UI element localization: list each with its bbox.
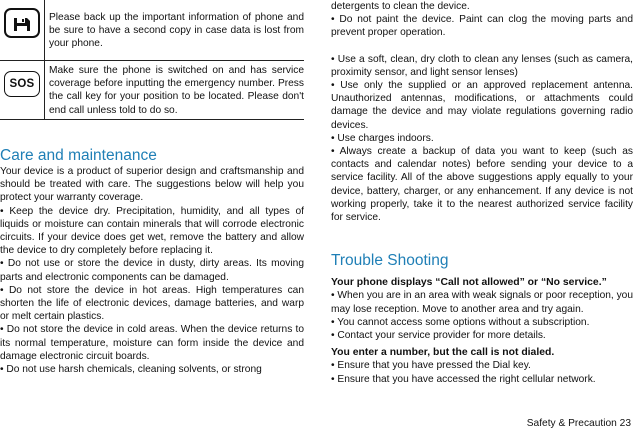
tip-backup (0, 0, 304, 61)
trouble-item: • Ensure that you have accessed the right cellular network. (331, 373, 596, 385)
care-paragraph: • Always create a backup of data you want to keep (such as contacts and calendar notes) before sending your device to a service facility. All of the above suggestions apply equally to your device, battery, charger, or any enhancement. If any device is not working properly, take it to the nearest authorized service facility for service. (331, 146, 633, 224)
care-paragraph: • Do not paint the device. Paint can clog the moving parts and prevent proper operation. (331, 14, 633, 39)
care-paragraph: • Use a soft, clean, dry cloth to clean any lenses (such as camera, proximity sensor, and light sensor lenses) (331, 53, 633, 78)
trouble-item: • Ensure that you have pressed the Dial key. (331, 360, 531, 372)
care-paragraph: • Do not store the device in hot areas. High temperatures can shorten the life of electronic devices, damage batteries, and warp or melt certain plastics. (0, 284, 304, 323)
footer-label: Safety & Precaution (526, 418, 617, 429)
memo-icon (4, 7, 40, 39)
tip-emergency-text: Make sure the phone is switched on and has service coverage before inputting the emergency number. Press the call key for your position to be located. Please don't end call unless told to do so. (49, 65, 304, 116)
page-footer (527, 418, 631, 429)
trouble-item: • You cannot access some options without a subscription. (331, 316, 590, 328)
care-paragraph: detergents to clean the device. (331, 1, 470, 12)
care-paragraph: Your device is a product of superior design and craftsmanship and should be treated with care. The suggestions below will help you protect your warranty coverage. (0, 166, 304, 204)
right-column (331, 0, 633, 386)
trouble-item: • Contact your service provider for more details. (331, 330, 546, 342)
page-number: 23 (619, 418, 631, 429)
care-paragraph: • Do not use or store the device in dusty, dirty areas. Its moving parts and electronic components can be damaged. (0, 258, 304, 283)
trouble-subheading: You enter a number, but the call is not dialed. (331, 347, 555, 359)
trouble-subheading: Your phone displays “Call not allowed” or “No service.” (331, 277, 607, 289)
trouble-heading: Trouble Shooting (331, 252, 449, 270)
care-paragraph: • Do not use harsh chemicals, cleaning solvents, or strong (0, 364, 262, 376)
trouble-item: • When you are in an area with weak signals or poor reception, you may lose reception. Move to another area and try again. (331, 290, 633, 315)
sos-icon: SOS (4, 71, 40, 97)
care-paragraph: • Keep the device dry. Precipitation, humidity, and all types of liquids or moisture can contain minerals that will corrode electronic circuits. If your device does get wet, remove the battery and allow the device to dry completely before replacing it. (0, 205, 304, 257)
care-paragraph: • Do not store the device in cold areas. When the device returns to its normal temperature, moisture can form inside the device and damage electronic circuit boards. (0, 324, 304, 362)
care-paragraph: • Use only the supplied or an approved replacement antenna. Unauthorized antennas, modifications, or attachments could damage the device and may violate regulations governing radio devices. (331, 80, 633, 131)
tip-backup-text: Please back up the important information of phone and be sure to have a second copy in case data is lost from your phone. (49, 12, 304, 50)
tip-icon-cell (0, 0, 45, 60)
tip-icon-cell (0, 61, 45, 119)
care-heading: Care and maintenance (0, 147, 157, 164)
care-paragraph: • Use charges indoors. (331, 132, 434, 144)
left-column (0, 0, 304, 376)
tip-emergency (0, 61, 304, 120)
